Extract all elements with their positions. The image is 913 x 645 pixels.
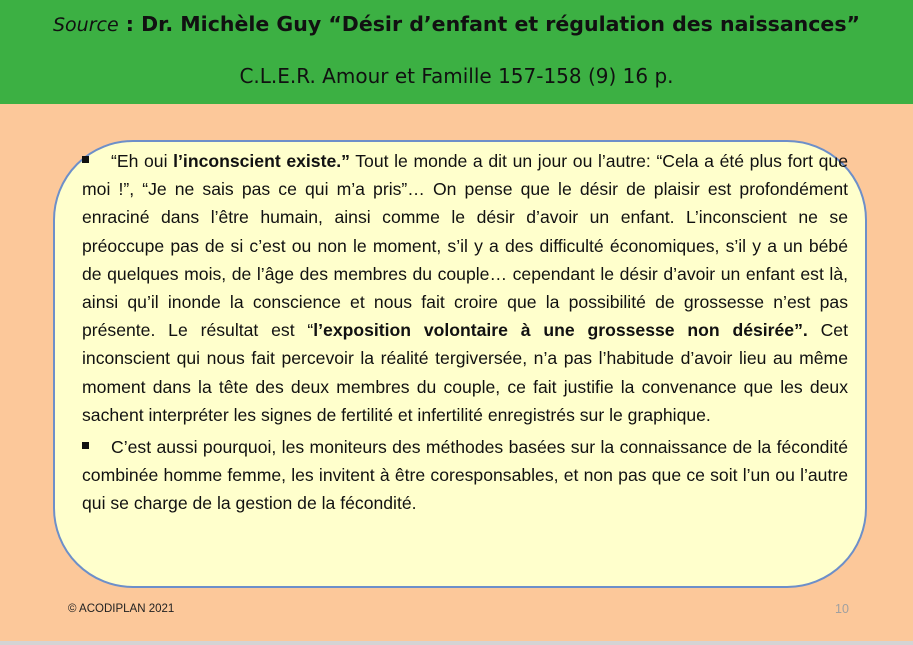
source-title: Dr. Michèle Guy “Désir d’enfant et régulation des naissances” bbox=[141, 12, 861, 36]
p1-text-2: Tout le monde a dit un jour ou l’autre: “Cela a été plus fort que moi !”, “Je ne sais pas ce qui m’a pris”… On pense que le désir de plaisir est profondément enraciné dans l’être humain, ainsi comme le désir d’avoir un enfant. L’inconscient ne se préoccupe pas de si c’est ou non le moment, s’il y a des difficulté économiques, s’il y a un bébé de quelques mois, de l’âge des membres du couple… cependant le désir d’avoir un enfant est là, ainsi qu’il inonde la conscience et nous fait croire que la possibilité de grossesse n’est pas présente. Le résultat est “ bbox=[82, 151, 849, 341]
p1-text-1: “Eh oui bbox=[111, 151, 174, 171]
source-subtitle: C.L.E.R. Amour et Famille 157-158 (9) 16 p. bbox=[239, 64, 674, 88]
source-label: Source bbox=[52, 14, 119, 36]
page-number: 10 bbox=[835, 602, 849, 616]
p1-text-3: Cet inconscient qui nous fait percevoir la réalité tergiversée, n’a pas l’habitude d’avoir lieu au même moment dans la tête des deux membres du couple, ce fait justifie la convenance que les deux sachent interpréter les signes de fertilité et infertilité enregistrés sur le graphique. bbox=[82, 320, 848, 425]
paragraph-2 bbox=[82, 433, 848, 518]
content-text bbox=[82, 147, 848, 518]
paragraph-1 bbox=[82, 147, 848, 429]
p1-bold-2: l’exposition volontaire à une grossesse non désirée”. bbox=[313, 320, 808, 341]
square-bullet-icon bbox=[82, 156, 89, 163]
footer-copyright: © ACODIPLAN 2021 bbox=[68, 603, 175, 615]
header-banner bbox=[0, 0, 913, 104]
header-source-line bbox=[0, 12, 913, 36]
p1-bold-1: l’inconscient existe.” bbox=[173, 151, 350, 171]
source-separator: : bbox=[118, 12, 142, 36]
square-bullet-icon bbox=[82, 442, 89, 449]
p2-text: C’est aussi pourquoi, les moniteurs des méthodes basées sur la connaissance de la fécondité combinée homme femme, les invitent à être coresponsables, et non pas que ce soit l’un ou l’autre qui se charge de la gestion de la fécondité. bbox=[82, 437, 848, 514]
